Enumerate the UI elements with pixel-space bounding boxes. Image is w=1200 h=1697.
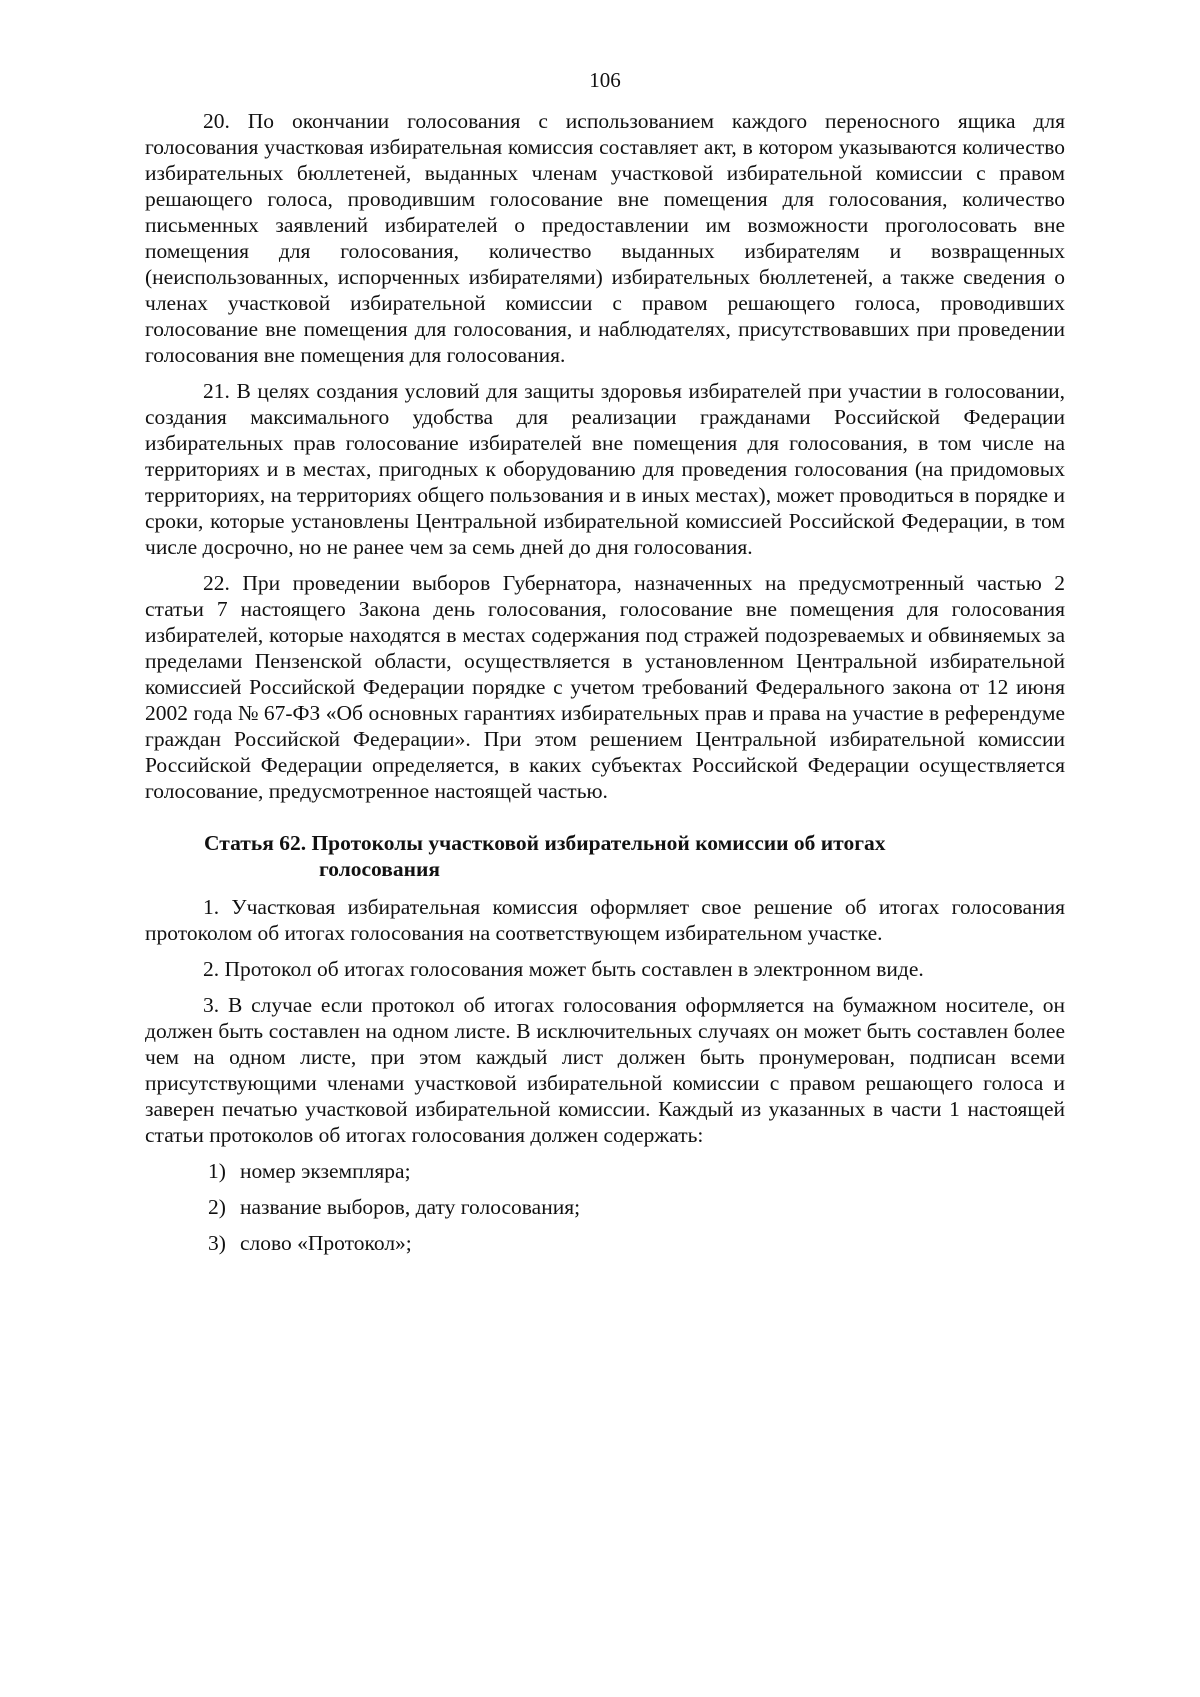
article-paragraph-2: 2. Протокол об итогах голосования может быть составлен в электронном виде. bbox=[203, 957, 924, 981]
list-item-text: номер экземпляра; bbox=[240, 1159, 411, 1183]
list-item-text: название выборов, дату голосования; bbox=[240, 1195, 581, 1219]
page-number: 106 bbox=[589, 68, 621, 92]
paragraph-22: 22. При проведении выборов Губернатора, назначенных на предусмотренный частью 2 статьи 7 настоящего Закона день голосования, голосование вне помещения для голосования избирателей, которые находятся в местах содержания под стражей подозреваемых и обвиняемых за пределами Пензенской области, осуществляется в установленном Центральной избирательной комиссией Российской Федерации порядке с учетом требований Федерального закона от 12 июня 2002 года № 67-ФЗ «Об основных гарантиях избирательных прав и права на участие в референдуме граждан Российской Федерации». При этом решением Центральной избирательной комиссии Российской Федерации определяется, в каких субъектах Российской Федерации осуществляется голосование, предусмотренное настоящей частью. bbox=[145, 571, 1065, 803]
list-item-number: 2) bbox=[208, 1195, 226, 1219]
list-item-text: слово «Протокол»; bbox=[240, 1231, 412, 1255]
list-item-number: 1) bbox=[208, 1159, 226, 1183]
list-item bbox=[145, 1194, 1065, 1220]
article-paragraph-3: 3. В случае если протокол об итогах голосования оформляется на бумажном носителе, он должен быть составлен на одном листе. В исключительных случаях он может быть составлен более чем на одном листе, при этом каждый лист должен быть пронумерован, подписан всеми присутствующими членами участковой избирательной комиссии с правом решающего голоса и заверен печатью участковой избирательной комиссии. Каждый из указанных в части 1 настоящей статьи протоколов об итогах голосования должен содержать: bbox=[145, 993, 1065, 1147]
article-heading bbox=[145, 830, 1065, 882]
list-item bbox=[145, 1158, 1065, 1184]
paragraph-20: 20. По окончании голосования с использованием каждого переносного ящика для голосования участковая избирательная комиссия составляет акт, в котором указываются количество избирательных бюллетеней, выданных членам участковой избирательной комиссии с правом решающего голоса, проводившим голосование вне помещения для голосования, количество письменных заявлений избирателей о предоставлении им возможности проголосовать вне помещения для голосования, количество выданных избирателям и возвращенных (неиспользованных, испорченных избирателями) избирательных бюллетеней, а также сведения о членах участковой избирательной комиссии с правом решающего голоса, проводивших голосование вне помещения для голосования, и наблюдателях, присутствовавших при проведении голосования вне помещения для голосования. bbox=[145, 109, 1065, 367]
list-item-number: 3) bbox=[208, 1231, 226, 1255]
paragraph-21: 21. В целях создания условий для защиты здоровья избирателей при участии в голосовании, создания максимального удобства для реализации гражданами Российской Федерации избирательных прав голосование избирателей вне помещения для голосования, в том числе на территориях и в местах, пригодных к оборудованию для проведения голосования (на придомовых территориях, на территориях общего пользования и в иных местах), может проводиться в порядке и сроки, которые установлены Центральной избирательной комиссией Российской Федерации, в том числе досрочно, но не ранее чем за семь дней до дня голосования. bbox=[145, 379, 1065, 559]
article-heading-line2: голосования bbox=[319, 857, 441, 881]
document-page bbox=[145, 66, 1065, 1266]
article-heading-line1: Статья 62. Протоколы участковой избирательной комиссии об итогах bbox=[204, 831, 886, 855]
article-paragraph-1: 1. Участковая избирательная комиссия оформляет свое решение об итогах голосования протоколом об итогах голосования на соответствующем избирательном участке. bbox=[145, 895, 1065, 945]
list-item bbox=[145, 1230, 1065, 1256]
